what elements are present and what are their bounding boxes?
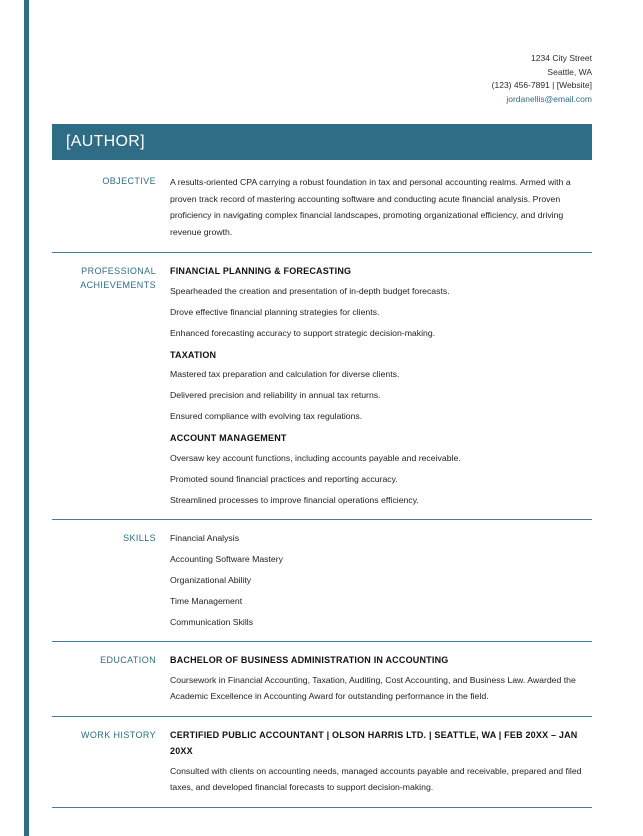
section-label-objective: OBJECTIVE — [102, 176, 156, 186]
achievement-group — [170, 348, 592, 424]
resume-content — [52, 0, 592, 808]
skill-item: Accounting Software Mastery — [170, 553, 283, 564]
achievement-item: Enhanced forecasting accuracy to support strategic decision-making. — [170, 327, 436, 338]
contact-street: 1234 City Street — [531, 53, 592, 63]
section-body-work-history — [170, 728, 592, 795]
section-education — [52, 641, 592, 717]
achievement-item: Delivered precision and reliability in annual tax returns. — [170, 390, 381, 400]
contact-block — [52, 0, 592, 106]
contact-email[interactable]: jordanellis@email.com — [506, 93, 592, 104]
achievement-group — [170, 431, 592, 507]
achievement-group-heading: ACCOUNT MANAGEMENT — [170, 433, 287, 443]
achievement-item: Streamlined processes to improve financial operations efficiency. — [170, 494, 419, 505]
section-body-skills — [170, 531, 592, 629]
achievement-group-heading: TAXATION — [170, 349, 217, 360]
name-banner — [52, 124, 592, 160]
achievement-item: Oversaw key account functions, including accounts payable and receivable. — [170, 452, 461, 463]
section-body-education — [170, 653, 592, 705]
achievement-item: Spearheaded the creation and presentation of in-depth budget forecasts. — [170, 285, 450, 296]
section-label-achievements-line2: ACHIEVEMENTS — [80, 280, 156, 290]
section-label-achievements-line1: PROFESSIONAL — [81, 266, 156, 276]
skill-item: Time Management — [170, 595, 243, 606]
achievement-group-heading: FINANCIAL PLANNING & FORECASTING — [170, 266, 352, 276]
section-achievements — [52, 252, 592, 519]
section-body-achievements — [170, 264, 592, 507]
education-text: Coursework in Financial Accounting, Taxation, Auditing, Cost Accounting, and Business Law. Awarded the Academic Excellence in Accounting Award for outstanding performance in the field. — [170, 675, 576, 701]
section-label-achievements — [52, 264, 170, 507]
achievement-item: Promoted sound financial practices and reporting accuracy. — [170, 473, 398, 484]
achievement-item: Drove effective financial planning strategies for clients. — [170, 306, 380, 317]
skill-item: Communication Skills — [170, 616, 254, 627]
section-label-skills: SKILLS — [123, 532, 156, 543]
section-objective — [52, 160, 592, 252]
section-label-education: EDUCATION — [100, 654, 156, 665]
section-label-work-history: WORK HISTORY — [81, 730, 156, 740]
work-history-text: Consulted with clients on accounting needs, managed accounts payable and receivable, prepared and filed taxes, and developed financial forecasts to support decision-making. — [170, 766, 582, 792]
section-skills — [52, 519, 592, 641]
author-name: [AUTHOR] — [66, 133, 145, 150]
achievement-item: Mastered tax preparation and calculation for diverse clients. — [170, 369, 400, 379]
work-history-heading: CERTIFIED PUBLIC ACCOUNTANT | OLSON HARRIS LTD. | SEATTLE, WA | FEB 20XX – JAN 20XX — [170, 730, 578, 756]
achievement-group — [170, 264, 592, 340]
section-body-objective — [170, 174, 592, 240]
skill-item: Organizational Ability — [170, 574, 252, 585]
skill-item: Financial Analysis — [170, 532, 240, 543]
objective-text: A results-oriented CPA carrying a robust foundation in tax and personal accounting realms. Armed with a proven track record of mastering accounting software and conducting acute financial analysis. Proven proficiency in navigating complex financial landscapes, promoting organizational efficiency, and driving revenue growth. — [170, 177, 571, 237]
achievement-item: Ensured compliance with evolving tax regulations. — [170, 411, 363, 421]
section-work-history — [52, 716, 592, 807]
contact-city: Seattle, WA — [547, 66, 592, 77]
education-degree: BACHELOR OF BUSINESS ADMINISTRATION IN ACCOUNTING — [170, 654, 449, 665]
bottom-divider — [52, 807, 592, 808]
left-accent-bar — [24, 0, 29, 836]
contact-phone-website: (123) 456-7891 | [Website] — [491, 80, 592, 90]
